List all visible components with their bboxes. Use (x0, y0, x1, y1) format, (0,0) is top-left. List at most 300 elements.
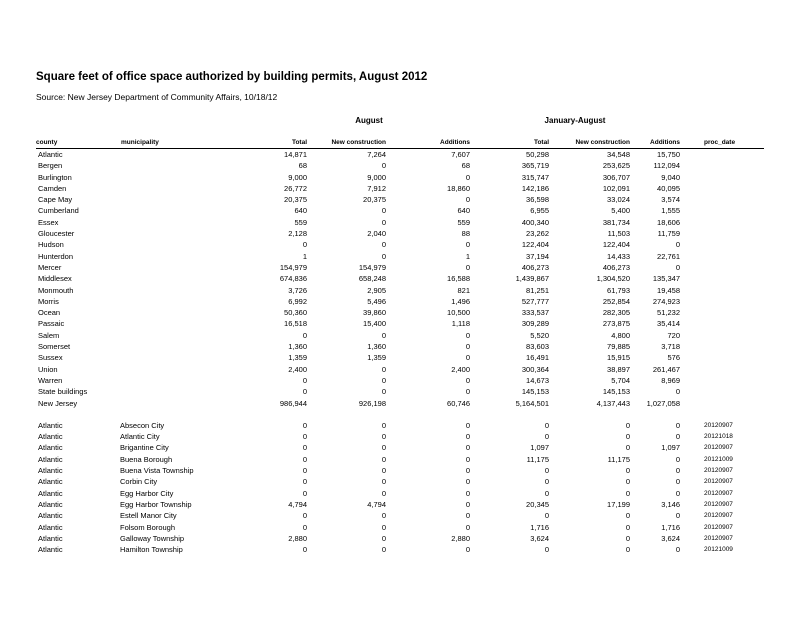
cell-proc-date: 20120907 (704, 444, 733, 452)
cell-county: Bergen (38, 161, 63, 171)
cell-ytd-new-construction: 102,091 (602, 183, 630, 193)
cell-august-new-construction: 0 (381, 251, 386, 261)
cell-august-additions: 0 (465, 342, 470, 352)
cell-august-total: 0 (302, 511, 307, 521)
cell-august-new-construction: 0 (381, 206, 386, 216)
cell-ytd-new-construction: 0 (625, 432, 630, 442)
cell-ytd-new-construction: 4,800 (611, 330, 630, 340)
cell-ytd-additions: 0 (675, 420, 680, 430)
cell-august-total: 0 (302, 432, 307, 442)
cell-ytd-new-construction: 253,625 (602, 161, 630, 171)
cell-august-additions: 821 (457, 285, 470, 295)
table-row (0, 228, 800, 239)
cell-ytd-total: 14,673 (526, 375, 549, 385)
cell-county: Atlantic (38, 533, 63, 543)
cell-municipality: Estell Manor City (120, 511, 177, 521)
cell-august-total: 0 (302, 522, 307, 532)
table-row (0, 160, 800, 171)
cell-august-total: 26,772 (284, 183, 307, 193)
cell-ytd-additions: 0 (675, 477, 680, 487)
cell-ytd-new-construction: 0 (625, 466, 630, 476)
cell-ytd-total: 0 (544, 511, 549, 521)
cell-ytd-additions: 0 (675, 432, 680, 442)
cell-ytd-additions: 0 (675, 262, 680, 272)
cell-august-new-construction: 0 (381, 240, 386, 250)
cell-county: Atlantic (38, 432, 63, 442)
cell-august-additions: 68 (461, 161, 470, 171)
cell-august-additions: 0 (465, 420, 470, 430)
cell-county: Cape May (38, 195, 73, 205)
cell-ytd-total: 0 (544, 420, 549, 430)
cell-august-new-construction: 0 (381, 375, 386, 385)
data-table-body (0, 149, 800, 555)
cell-august-additions: 60,746 (447, 398, 470, 408)
cell-august-total: 1 (302, 251, 307, 261)
cell-county: Camden (38, 183, 67, 193)
cell-august-total: 1,360 (288, 342, 307, 352)
table-row (0, 499, 800, 510)
cell-ytd-additions: 3,718 (661, 342, 680, 352)
cell-proc-date: 20120907 (704, 478, 733, 486)
table-row (0, 307, 800, 318)
cell-county: Cumberland (38, 206, 79, 216)
cell-august-total: 2,880 (288, 533, 307, 543)
table-row (0, 488, 800, 499)
cell-august-additions: 0 (465, 499, 470, 509)
cell-august-total: 0 (302, 240, 307, 250)
cell-ytd-total: 300,364 (521, 364, 549, 374)
cell-county: Sussex (38, 353, 63, 363)
cell-august-new-construction: 0 (381, 420, 386, 430)
cell-august-total: 2,400 (288, 364, 307, 374)
table-row (0, 352, 800, 363)
cell-county: Atlantic (38, 511, 63, 521)
cell-ytd-total: 0 (544, 545, 549, 555)
column-header-ytd-total: Total (533, 139, 549, 146)
cell-august-total: 0 (302, 330, 307, 340)
cell-municipality: Atlantic City (120, 432, 160, 442)
table-row (0, 273, 800, 284)
column-header-august-total: Total (291, 139, 307, 146)
cell-ytd-new-construction: 0 (625, 488, 630, 498)
cell-ytd-additions: 720 (667, 330, 680, 340)
cell-august-new-construction: 0 (381, 522, 386, 532)
cell-august-new-construction: 154,979 (358, 262, 386, 272)
cell-ytd-additions: 3,574 (661, 195, 680, 205)
cell-august-new-construction: 0 (381, 545, 386, 555)
cell-august-new-construction: 1,359 (367, 353, 386, 363)
cell-august-new-construction: 0 (381, 488, 386, 498)
cell-ytd-new-construction: 61,793 (607, 285, 630, 295)
cell-august-additions: 0 (465, 195, 470, 205)
cell-august-total: 14,871 (284, 150, 307, 159)
table-row (0, 510, 800, 521)
cell-ytd-total: 0 (544, 477, 549, 487)
cell-august-new-construction: 0 (381, 330, 386, 340)
cell-ytd-additions: 8,969 (661, 375, 680, 385)
cell-ytd-new-construction: 11,175 (607, 454, 630, 464)
cell-august-new-construction: 0 (381, 443, 386, 453)
table-row (0, 172, 800, 183)
cell-august-total: 50,360 (284, 308, 307, 318)
table-row (0, 386, 800, 397)
cell-county: Warren (38, 375, 63, 385)
cell-ytd-new-construction: 252,854 (602, 296, 630, 306)
cell-august-additions: 18,860 (447, 183, 470, 193)
cell-august-new-construction: 0 (381, 533, 386, 543)
cell-ytd-additions: 35,414 (657, 319, 680, 329)
cell-august-total: 1,359 (288, 353, 307, 363)
cell-county: Atlantic (38, 477, 63, 487)
cell-ytd-total: 333,537 (521, 308, 549, 318)
cell-august-additions: 0 (465, 443, 470, 453)
cell-august-total: 559 (294, 217, 307, 227)
cell-ytd-total: 83,603 (526, 342, 549, 352)
cell-ytd-additions: 22,761 (657, 251, 680, 261)
cell-county: Atlantic (38, 522, 63, 532)
cell-ytd-additions: 9,040 (661, 172, 680, 182)
cell-august-additions: 7,607 (451, 150, 470, 159)
cell-proc-date: 20120907 (704, 523, 733, 531)
report-title: Square feet of office space authorized by building permits, August 2012 (36, 71, 428, 83)
cell-august-additions: 0 (465, 466, 470, 476)
cell-municipality: Brigantine City (120, 443, 169, 453)
cell-ytd-total: 3,624 (530, 533, 549, 543)
cell-august-additions: 0 (465, 488, 470, 498)
cell-ytd-additions: 3,624 (661, 533, 680, 543)
cell-ytd-additions: 0 (675, 466, 680, 476)
table-row (0, 217, 800, 228)
cell-ytd-additions: 274,923 (652, 296, 680, 306)
cell-proc-date: 20121009 (704, 546, 733, 554)
cell-county: Gloucester (38, 229, 75, 239)
cell-ytd-total: 309,289 (521, 319, 549, 329)
cell-ytd-total: 16,491 (526, 353, 549, 363)
cell-august-total: 2,128 (288, 229, 307, 239)
cell-august-total: 0 (302, 443, 307, 453)
cell-august-total: 20,375 (284, 195, 307, 205)
cell-ytd-new-construction: 79,885 (607, 342, 630, 352)
cell-august-total: 0 (302, 466, 307, 476)
cell-august-total: 0 (302, 545, 307, 555)
cell-county: Somerset (38, 342, 71, 352)
cell-ytd-new-construction: 406,273 (602, 262, 630, 272)
cell-ytd-new-construction: 0 (625, 443, 630, 453)
cell-proc-date: 20121009 (704, 455, 733, 463)
cell-ytd-new-construction: 4,137,443 (596, 398, 630, 408)
cell-august-additions: 559 (457, 217, 470, 227)
table-row (0, 183, 800, 194)
report-source: Source: New Jersey Department of Community Affairs, 10/18/12 (36, 92, 278, 102)
table-row (0, 544, 800, 555)
cell-august-additions: 0 (465, 262, 470, 272)
cell-ytd-new-construction: 33,024 (607, 195, 630, 205)
cell-august-total: 3,726 (288, 285, 307, 295)
cell-ytd-total: 81,251 (526, 285, 549, 295)
cell-ytd-new-construction: 5,400 (611, 206, 630, 216)
cell-ytd-new-construction: 282,305 (602, 308, 630, 318)
cell-august-new-construction: 926,198 (358, 398, 386, 408)
table-row (0, 476, 800, 487)
cell-august-total: 640 (294, 206, 307, 216)
cell-august-total: 0 (302, 420, 307, 430)
cell-august-new-construction: 20,375 (363, 195, 386, 205)
cell-august-additions: 88 (461, 229, 470, 239)
cell-municipality: Absecon City (120, 420, 165, 430)
cell-proc-date: 20120907 (704, 467, 733, 475)
column-header-municipality: municipality (121, 139, 159, 146)
cell-ytd-additions: 0 (675, 387, 680, 397)
cell-ytd-new-construction: 38,897 (607, 364, 630, 374)
cell-august-additions: 1,118 (451, 319, 470, 329)
cell-ytd-total: 6,955 (530, 206, 549, 216)
column-header-august-new-construction: New construction (331, 139, 386, 146)
cell-ytd-additions: 0 (675, 488, 680, 498)
cell-august-new-construction: 2,905 (367, 285, 386, 295)
cell-ytd-additions: 51,232 (657, 308, 680, 318)
cell-ytd-total: 315,747 (521, 172, 549, 182)
table-row (0, 318, 800, 329)
cell-august-new-construction: 39,860 (363, 308, 386, 318)
cell-municipality: Buena Borough (120, 454, 173, 464)
cell-ytd-new-construction: 0 (625, 511, 630, 521)
cell-ytd-new-construction: 14,433 (607, 251, 630, 261)
cell-ytd-new-construction: 306,707 (602, 172, 630, 182)
cell-august-new-construction: 0 (381, 432, 386, 442)
table-row (0, 375, 800, 386)
cell-ytd-additions: 1,716 (661, 522, 680, 532)
cell-ytd-total: 11,175 (526, 454, 549, 464)
table-row (0, 251, 800, 262)
cell-municipality: Buena Vista Township (120, 466, 194, 476)
cell-proc-date: 20120907 (704, 534, 733, 542)
cell-august-new-construction: 0 (381, 364, 386, 374)
cell-ytd-additions: 0 (675, 240, 680, 250)
cell-ytd-additions: 11,759 (657, 229, 680, 239)
cell-august-additions: 0 (465, 330, 470, 340)
table-row (0, 341, 800, 352)
cell-ytd-new-construction: 145,153 (602, 387, 630, 397)
table-row (0, 285, 800, 296)
cell-proc-date: 20120907 (704, 489, 733, 497)
cell-ytd-additions: 40,095 (657, 183, 680, 193)
cell-ytd-new-construction: 0 (625, 545, 630, 555)
cell-ytd-total: 50,298 (526, 150, 549, 159)
cell-municipality: Egg Harbor Township (120, 499, 192, 509)
column-header-county: county (36, 139, 58, 146)
cell-august-new-construction: 658,248 (358, 274, 386, 284)
cell-august-additions: 0 (465, 375, 470, 385)
table-row (0, 454, 800, 465)
cell-ytd-total: 527,777 (521, 296, 549, 306)
cell-august-new-construction: 7,264 (367, 150, 386, 159)
cell-august-new-construction: 0 (381, 511, 386, 521)
cell-ytd-total: 0 (544, 466, 549, 476)
cell-county: Hunterdon (38, 251, 74, 261)
cell-ytd-new-construction: 122,404 (602, 240, 630, 250)
cell-ytd-new-construction: 17,199 (607, 499, 630, 509)
cell-august-new-construction: 7,912 (367, 183, 386, 193)
cell-august-total: 68 (298, 161, 307, 171)
cell-august-total: 0 (302, 387, 307, 397)
cell-august-additions: 640 (457, 206, 470, 216)
cell-ytd-additions: 1,097 (661, 443, 680, 453)
cell-municipality: Hamilton Township (120, 545, 183, 555)
cell-ytd-total: 5,520 (530, 330, 549, 340)
cell-ytd-new-construction: 0 (625, 522, 630, 532)
cell-ytd-new-construction: 15,915 (607, 353, 630, 363)
cell-august-new-construction: 1,360 (367, 342, 386, 352)
cell-august-new-construction: 9,000 (367, 172, 386, 182)
cell-county: Essex (38, 217, 59, 227)
cell-ytd-total: 400,340 (521, 217, 549, 227)
cell-county: Atlantic (38, 499, 63, 509)
cell-august-additions: 16,588 (447, 274, 470, 284)
column-header-proc-date: proc_date (704, 139, 736, 146)
table-row (0, 364, 800, 375)
cell-ytd-additions: 1,027,058 (646, 398, 680, 408)
cell-county: Atlantic (38, 150, 63, 159)
cell-county: Mercer (38, 262, 62, 272)
cell-county: Monmouth (38, 285, 74, 295)
cell-august-total: 0 (302, 477, 307, 487)
table-row (0, 194, 800, 205)
cell-august-new-construction: 0 (381, 387, 386, 397)
cell-municipality: Galloway Township (120, 533, 185, 543)
cell-ytd-additions: 261,467 (652, 364, 680, 374)
table-row (0, 431, 800, 442)
cell-ytd-total: 1,716 (530, 522, 549, 532)
cell-proc-date: 20121018 (704, 433, 733, 441)
cell-ytd-new-construction: 5,704 (611, 375, 630, 385)
table-row (0, 533, 800, 544)
cell-ytd-new-construction: 0 (625, 533, 630, 543)
cell-august-additions: 1,496 (451, 296, 470, 306)
cell-ytd-additions: 0 (675, 511, 680, 521)
cell-ytd-additions: 0 (675, 454, 680, 464)
table-row (0, 420, 800, 431)
cell-ytd-total: 5,164,501 (515, 398, 549, 408)
cell-ytd-additions: 3,146 (661, 499, 680, 509)
cell-county: New Jersey (38, 398, 78, 408)
cell-august-additions: 0 (465, 432, 470, 442)
cell-county: Atlantic (38, 443, 63, 453)
cell-august-new-construction: 0 (381, 466, 386, 476)
cell-august-total: 9,000 (288, 172, 307, 182)
table-row (0, 296, 800, 307)
cell-municipality: Folsom Borough (120, 522, 176, 532)
cell-county: Middlesex (38, 274, 72, 284)
group-header-january-august: January-August (544, 116, 606, 125)
column-header-ytd-new-construction: New construction (575, 139, 630, 146)
cell-county: Passaic (38, 319, 65, 329)
cell-ytd-total: 122,404 (521, 240, 549, 250)
cell-ytd-new-construction: 0 (625, 420, 630, 430)
cell-august-additions: 1 (465, 251, 470, 261)
cell-august-total: 16,518 (284, 319, 307, 329)
cell-county: Hudson (38, 240, 64, 250)
cell-august-new-construction: 2,040 (367, 229, 386, 239)
cell-august-new-construction: 0 (381, 454, 386, 464)
table-row (0, 398, 800, 409)
cell-august-total: 6,992 (288, 296, 307, 306)
table-row (0, 330, 800, 341)
column-header-ytd-additions: Additions (650, 139, 680, 146)
cell-ytd-total: 1,439,867 (515, 274, 549, 284)
cell-ytd-total: 0 (544, 488, 549, 498)
cell-ytd-additions: 19,458 (657, 285, 680, 295)
cell-proc-date: 20120907 (704, 421, 733, 429)
cell-august-new-construction: 0 (381, 161, 386, 171)
cell-ytd-additions: 1,555 (661, 206, 680, 216)
cell-ytd-new-construction: 11,503 (607, 229, 630, 239)
cell-ytd-total: 145,153 (521, 387, 549, 397)
cell-august-total: 4,794 (288, 499, 307, 509)
cell-municipality: Corbin City (120, 477, 158, 487)
cell-august-total: 674,836 (279, 274, 307, 284)
cell-county: Morris (38, 296, 59, 306)
group-header-august: August (355, 116, 383, 125)
cell-county: Atlantic (38, 466, 63, 476)
cell-municipality: Egg Harbor City (120, 488, 174, 498)
cell-august-additions: 0 (465, 511, 470, 521)
cell-august-additions: 0 (465, 172, 470, 182)
cell-ytd-new-construction: 1,304,520 (596, 274, 630, 284)
cell-ytd-total: 365,719 (521, 161, 549, 171)
cell-august-additions: 2,400 (451, 364, 470, 374)
cell-ytd-total: 23,262 (526, 229, 549, 239)
cell-august-new-construction: 15,400 (363, 319, 386, 329)
cell-ytd-total: 37,194 (526, 251, 549, 261)
cell-august-additions: 2,880 (451, 533, 470, 543)
cell-ytd-additions: 112,094 (653, 161, 680, 171)
table-row (0, 465, 800, 476)
cell-ytd-additions: 15,750 (657, 150, 680, 159)
cell-august-new-construction: 0 (381, 217, 386, 227)
cell-august-additions: 0 (465, 353, 470, 363)
cell-proc-date: 20120907 (704, 512, 733, 520)
cell-august-total: 0 (302, 375, 307, 385)
cell-ytd-new-construction: 381,734 (602, 217, 630, 227)
cell-ytd-total: 20,345 (526, 499, 549, 509)
cell-ytd-new-construction: 0 (625, 477, 630, 487)
cell-august-new-construction: 0 (381, 477, 386, 487)
cell-county: Union (38, 364, 58, 374)
cell-august-total: 0 (302, 488, 307, 498)
cell-august-new-construction: 5,496 (367, 296, 386, 306)
cell-ytd-new-construction: 273,875 (602, 319, 630, 329)
cell-august-additions: 0 (465, 522, 470, 532)
cell-county: Atlantic (38, 420, 63, 430)
cell-county: Atlantic (38, 488, 63, 498)
cell-ytd-total: 1,097 (530, 443, 549, 453)
cell-ytd-additions: 0 (675, 545, 680, 555)
table-row (0, 522, 800, 533)
cell-county: Atlantic (38, 545, 63, 555)
table-row (0, 442, 800, 453)
cell-ytd-total: 36,598 (526, 195, 549, 205)
table-row (0, 149, 800, 160)
cell-ytd-total: 142,186 (521, 183, 549, 193)
cell-county: Atlantic (38, 454, 63, 464)
cell-august-additions: 0 (465, 240, 470, 250)
table-row (0, 262, 800, 273)
column-header-august-additions: Additions (440, 139, 470, 146)
cell-county: Ocean (38, 308, 61, 318)
cell-ytd-additions: 135,347 (652, 274, 680, 284)
cell-august-new-construction: 4,794 (367, 499, 386, 509)
cell-county: Burlington (38, 172, 72, 182)
